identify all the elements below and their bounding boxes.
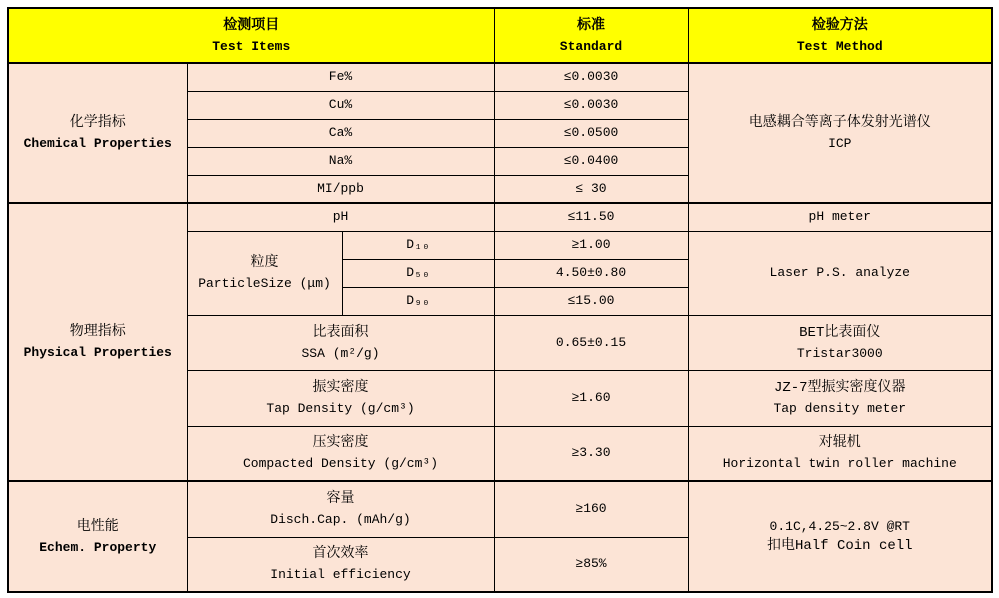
row-fe (8, 63, 992, 91)
standard-cell-d10 (494, 231, 688, 259)
standard-capacity-value: ≥160 (575, 501, 607, 517)
item-initial-efficiency-zh: 首次效率 (312, 546, 369, 563)
item-cell-ca (187, 119, 494, 147)
method-cell-ph-meter (688, 203, 992, 231)
standard-d90-value: ≤15.00 (567, 293, 615, 308)
item-ph-label: pH (332, 209, 349, 225)
standard-cell-na (494, 147, 688, 175)
method-icp-zh: 电感耦合等离子体发射光谱仪 (748, 115, 931, 131)
item-compacted-density-en: Compacted Density (g/cm³) (242, 456, 439, 472)
standard-cell-ph (494, 203, 688, 231)
standard-cell-capacity (494, 481, 688, 537)
item-cell-cu (187, 91, 494, 119)
item-d90-label: D₉₀ (406, 293, 430, 308)
standard-compacted-density-value: ≥3.30 (571, 445, 611, 461)
method-cell-laser (688, 231, 992, 315)
standard-d10-value: ≥1.00 (571, 237, 611, 252)
category-cell-echem (8, 481, 187, 592)
standard-ca-value: ≤0.0500 (563, 125, 619, 140)
item-cell-na (187, 147, 494, 175)
standard-cell-tap-density (494, 370, 688, 426)
header-cell-standard (494, 8, 688, 63)
standard-cell-fe (494, 63, 688, 91)
item-na-label: Na% (328, 153, 353, 168)
standard-cell-cu (494, 91, 688, 119)
standard-ssa-value: 0.65±0.15 (555, 334, 627, 350)
item-cell-ssa (187, 315, 494, 370)
item-particle-size-zh: 粒度 (250, 255, 279, 271)
standard-ph-value: ≤11.50 (567, 209, 615, 225)
item-particle-size-en: ParticleSize (μm) (198, 276, 331, 291)
method-bet-zh: BET比表面仪 (799, 324, 881, 341)
item-ssa-en: SSA (m²/g) (301, 345, 380, 361)
item-cell-initial-efficiency (187, 537, 494, 592)
standard-na-value: ≤0.0400 (563, 153, 619, 168)
method-icp-en: ICP (828, 136, 852, 151)
category-physical-zh: 物理指标 (69, 324, 126, 340)
method-cell-bet (688, 315, 992, 370)
method-coin-cell-line2: 扣电Half Coin cell (766, 537, 913, 554)
category-cell-chemical (8, 63, 187, 203)
category-physical-en: Physical Properties (23, 345, 172, 360)
category-chemical-zh: 化学指标 (69, 115, 126, 131)
item-cell-d50 (342, 259, 494, 287)
header-standard-zh: 标准 (577, 17, 606, 34)
item-cell-d90 (342, 287, 494, 315)
standard-cell-compacted-density (494, 426, 688, 481)
header-row (8, 8, 992, 63)
item-d10-label: D₁₀ (406, 237, 430, 252)
category-echem-en: Echem. Property (39, 539, 157, 555)
standard-cell-d50 (494, 259, 688, 287)
standard-tap-density-value: ≥1.60 (571, 390, 611, 405)
item-ssa-zh: 比表面积 (312, 324, 369, 341)
category-echem-zh: 电性能 (76, 518, 119, 535)
item-cell-tap-density (187, 370, 494, 426)
test-spec-table (7, 7, 993, 593)
standard-cell-d90 (494, 287, 688, 315)
header-cell-test-method (688, 8, 992, 63)
item-cell-capacity (187, 481, 494, 537)
category-chemical-en: Chemical Properties (23, 136, 172, 151)
item-compacted-density-zh: 压实密度 (312, 435, 369, 452)
standard-cell-initial-efficiency (494, 537, 688, 592)
item-tap-density-zh: 振实密度 (312, 380, 369, 396)
standard-cell-mi (494, 175, 688, 203)
method-tap-meter-en: Tap density meter (773, 401, 907, 416)
method-cell-tap-meter (688, 370, 992, 426)
method-coin-cell-line1: 0.1C,4.25~2.8V @RT (769, 518, 910, 534)
method-cell-roller (688, 426, 992, 481)
standard-cell-ssa (494, 315, 688, 370)
standard-mi-value: ≤ 30 (575, 180, 607, 196)
standard-fe-value: ≤0.0030 (563, 69, 619, 85)
item-cell-ph (187, 203, 494, 231)
item-cell-particle-size (187, 231, 342, 315)
method-cell-icp (688, 63, 992, 203)
method-laser-label: Laser P.S. analyze (769, 265, 910, 280)
item-cell-mi (187, 175, 494, 203)
item-tap-density-en: Tap Density (g/cm³) (266, 401, 415, 416)
header-cell-test-items (8, 8, 494, 63)
item-cell-fe (187, 63, 494, 91)
header-test-method-zh: 检验方法 (811, 17, 868, 34)
item-ca-label: Ca% (328, 125, 353, 140)
item-fe-label: Fe% (328, 69, 353, 85)
item-cu-label: Cu% (328, 97, 353, 112)
row-capacity (8, 481, 992, 537)
category-cell-physical (8, 203, 187, 481)
standard-cu-value: ≤0.0030 (563, 97, 619, 112)
method-cell-coin-cell (688, 481, 992, 592)
standard-cell-ca (494, 119, 688, 147)
row-ph (8, 203, 992, 231)
header-test-items-zh: 检测项目 (223, 17, 280, 34)
header-test-method-en: Test Method (796, 38, 883, 54)
item-cell-d10 (342, 231, 494, 259)
item-capacity-zh: 容量 (326, 491, 355, 508)
header-standard-en: Standard (559, 38, 623, 54)
item-cell-compacted-density (187, 426, 494, 481)
item-capacity-en: Disch.Cap. (mAh/g) (270, 512, 411, 528)
header-test-items-en: Test Items (212, 38, 291, 54)
item-d50-label: D₅₀ (406, 265, 430, 280)
item-mi-label: MI/ppb (317, 180, 364, 196)
item-initial-efficiency-en: Initial efficiency (270, 567, 411, 583)
method-roller-en: Horizontal twin roller machine (722, 456, 957, 472)
method-bet-en: Tristar3000 (796, 345, 883, 361)
method-ph-meter-label: pH meter (808, 209, 871, 225)
method-roller-zh: 对辊机 (818, 435, 861, 452)
standard-d50-value: 4.50±0.80 (555, 265, 627, 280)
method-tap-meter-zh: JZ-7型振实密度仪器 (773, 380, 906, 396)
standard-initial-efficiency-value: ≥85% (575, 556, 607, 572)
